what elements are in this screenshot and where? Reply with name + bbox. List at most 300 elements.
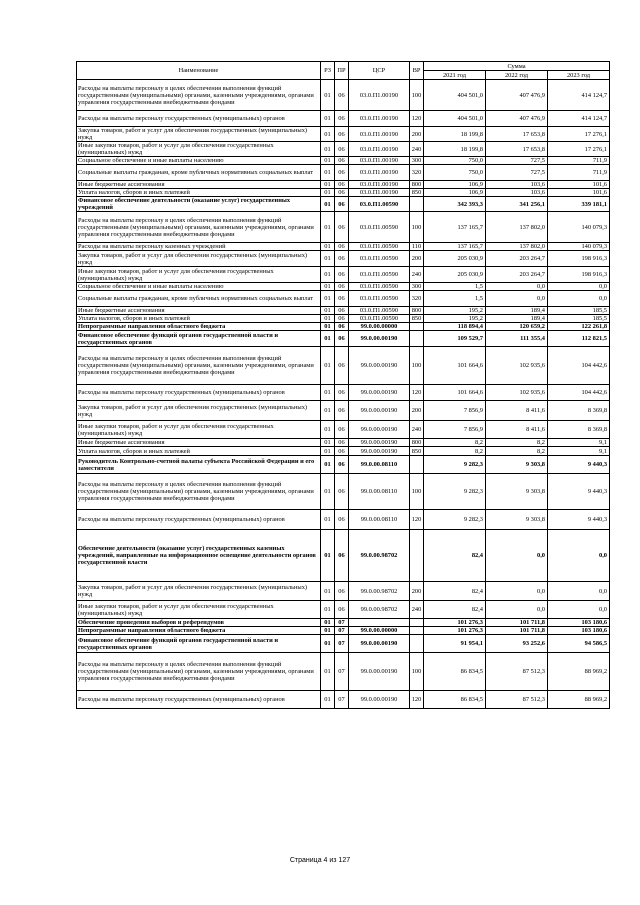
row-vr: 100	[410, 212, 424, 243]
row-name: Социальные выплаты гражданам, кроме публичных нормативных социальных выплат	[77, 165, 321, 181]
table-row	[77, 456, 610, 474]
row-csr: 03.0.П1.00590	[349, 307, 410, 315]
row-csr: 99.0.00.00190	[349, 653, 410, 691]
row-name: Иные бюджетные ассигнования	[77, 307, 321, 315]
row-rz: 01	[321, 165, 335, 181]
row-rz: 01	[321, 331, 335, 347]
row-name: Расходы на выплаты персоналу казенных учреждений	[77, 243, 321, 251]
row-vr: 200	[410, 401, 424, 421]
row-rz: 01	[321, 157, 335, 165]
row-rz: 01	[321, 323, 335, 331]
table-row	[77, 421, 610, 439]
table-body	[77, 80, 610, 709]
row-value-2022: 203 264,7	[486, 251, 548, 267]
row-value-2023: 104 442,6	[548, 347, 610, 385]
row-csr: 03.0.П1.00590	[349, 243, 410, 251]
row-value-2021: 195,2	[424, 315, 486, 323]
row-pr: 06	[335, 456, 349, 474]
row-value-2023: 103 180,6	[548, 619, 610, 627]
row-pr: 06	[335, 510, 349, 530]
table-row	[77, 142, 610, 157]
table-row	[77, 635, 610, 653]
row-name: Закупка товаров, работ и услуг для обеспечения государственных (муниципальных) нужд	[77, 582, 321, 601]
table-row	[77, 401, 610, 421]
row-pr: 06	[335, 157, 349, 165]
row-csr: 03.0.П1.00190	[349, 111, 410, 127]
row-value-2021: 9 282,3	[424, 510, 486, 530]
row-csr: 03.0.П1.00190	[349, 189, 410, 197]
row-name: Расходы на выплаты персоналу государственных (муниципальных) органов	[77, 691, 321, 709]
row-value-2023: 8 369,8	[548, 401, 610, 421]
row-rz: 01	[321, 601, 335, 619]
row-value-2023: 711,9	[548, 165, 610, 181]
row-value-2021: 404 501,0	[424, 80, 486, 111]
row-value-2022: 9 303,8	[486, 510, 548, 530]
row-value-2021: 205 030,9	[424, 267, 486, 283]
table-row	[77, 347, 610, 385]
row-rz: 01	[321, 421, 335, 439]
row-pr: 07	[335, 619, 349, 627]
budget-table	[76, 61, 610, 709]
row-rz: 01	[321, 181, 335, 189]
row-pr: 06	[335, 582, 349, 601]
row-value-2023: 0,0	[548, 530, 610, 582]
row-vr: 240	[410, 267, 424, 283]
row-value-2021: 137 165,7	[424, 243, 486, 251]
header-vr: ВР	[410, 62, 424, 80]
table-row	[77, 619, 610, 627]
row-value-2021: 205 030,9	[424, 251, 486, 267]
row-value-2021: 8,2	[424, 447, 486, 456]
row-pr: 06	[335, 447, 349, 456]
row-csr: 03.0.П1.00190	[349, 157, 410, 165]
table-row	[77, 307, 610, 315]
row-pr: 06	[335, 385, 349, 401]
row-csr: 99.0.00.08110	[349, 456, 410, 474]
row-pr: 06	[335, 283, 349, 291]
row-pr: 07	[335, 653, 349, 691]
row-vr: 320	[410, 165, 424, 181]
row-pr: 06	[335, 291, 349, 307]
row-value-2021: 9 282,3	[424, 456, 486, 474]
row-value-2021: 750,0	[424, 165, 486, 181]
row-csr: 99.0.00.00190	[349, 331, 410, 347]
row-value-2021: 82,4	[424, 601, 486, 619]
row-value-2021: 342 393,3	[424, 197, 486, 212]
row-pr: 06	[335, 439, 349, 447]
row-value-2021: 750,0	[424, 157, 486, 165]
row-pr: 06	[335, 267, 349, 283]
row-rz: 01	[321, 197, 335, 212]
row-pr: 06	[335, 530, 349, 582]
row-value-2021: 82,4	[424, 582, 486, 601]
row-pr: 06	[335, 189, 349, 197]
row-name: Обеспечение проведения выборов и референдумов	[77, 619, 321, 627]
row-value-2023: 198 916,3	[548, 267, 610, 283]
row-vr: 800	[410, 307, 424, 315]
row-rz: 01	[321, 243, 335, 251]
row-csr: 03.0.П1.00590	[349, 315, 410, 323]
table-row	[77, 197, 610, 212]
row-vr: 320	[410, 291, 424, 307]
row-rz: 01	[321, 283, 335, 291]
row-value-2022: 17 653,8	[486, 142, 548, 157]
row-csr: 99.0.00.08110	[349, 474, 410, 510]
table-row	[77, 331, 610, 347]
row-value-2022: 120 659,2	[486, 323, 548, 331]
row-value-2021: 82,4	[424, 530, 486, 582]
row-vr	[410, 456, 424, 474]
row-value-2022: 102 935,6	[486, 385, 548, 401]
row-rz: 01	[321, 189, 335, 197]
row-rz: 01	[321, 347, 335, 385]
table-row	[77, 127, 610, 142]
row-vr: 200	[410, 582, 424, 601]
header-csr: ЦСР	[349, 62, 410, 80]
row-rz: 01	[321, 582, 335, 601]
row-rz: 01	[321, 307, 335, 315]
row-value-2022: 8 411,6	[486, 401, 548, 421]
row-value-2022: 87 512,3	[486, 691, 548, 709]
row-rz: 01	[321, 510, 335, 530]
header-name: Наименование	[77, 62, 321, 80]
row-value-2022: 407 476,9	[486, 111, 548, 127]
row-vr	[410, 530, 424, 582]
row-value-2021: 9 282,3	[424, 474, 486, 510]
row-rz: 01	[321, 691, 335, 709]
row-value-2021: 86 834,5	[424, 653, 486, 691]
row-value-2022: 9 303,8	[486, 456, 548, 474]
row-rz: 01	[321, 447, 335, 456]
row-vr: 300	[410, 157, 424, 165]
row-rz: 01	[321, 291, 335, 307]
row-value-2022: 87 512,3	[486, 653, 548, 691]
row-csr: 03.0.П1.00190	[349, 80, 410, 111]
row-value-2021: 1,5	[424, 291, 486, 307]
table-row	[77, 447, 610, 456]
row-value-2021: 106,9	[424, 189, 486, 197]
row-value-2023: 339 181,1	[548, 197, 610, 212]
row-name: Закупка товаров, работ и услуг для обеспечения государственных (муниципальных) нужд	[77, 251, 321, 267]
table-row	[77, 691, 610, 709]
row-name: Иные закупки товаров, работ и услуг для обеспечения государственных (муниципальных) нужд	[77, 421, 321, 439]
row-rz: 01	[321, 251, 335, 267]
row-csr: 99.0.00.00190	[349, 439, 410, 447]
row-value-2023: 88 969,2	[548, 691, 610, 709]
row-value-2022: 189,4	[486, 307, 548, 315]
header-year-2021: 2021 год	[424, 71, 486, 80]
row-name: Иные бюджетные ассигнования	[77, 181, 321, 189]
row-value-2021: 101 276,3	[424, 627, 486, 635]
row-vr: 100	[410, 347, 424, 385]
row-name: Расходы на выплаты персоналу в целях обеспечения выполнения функций государственными (муниципальными) органами, казенными учреждениями, органами управления государственными внебюджетными фондами	[77, 653, 321, 691]
row-csr: 99.0.00.00000	[349, 323, 410, 331]
row-value-2022: 101 711,8	[486, 627, 548, 635]
row-pr: 06	[335, 315, 349, 323]
row-value-2023: 711,9	[548, 157, 610, 165]
row-name: Закупка товаров, работ и услуг для обеспечения государственных (муниципальных) нужд	[77, 127, 321, 142]
row-value-2022: 8,2	[486, 439, 548, 447]
row-pr: 06	[335, 307, 349, 315]
header-year-2022: 2022 год	[486, 71, 548, 80]
row-value-2023: 9 440,3	[548, 510, 610, 530]
row-value-2022: 0,0	[486, 283, 548, 291]
row-rz: 01	[321, 474, 335, 510]
row-vr: 850	[410, 189, 424, 197]
row-value-2023: 9 440,3	[548, 474, 610, 510]
row-vr: 850	[410, 315, 424, 323]
row-vr	[410, 635, 424, 653]
row-value-2023: 0,0	[548, 291, 610, 307]
table-row	[77, 315, 610, 323]
row-pr: 07	[335, 635, 349, 653]
row-csr: 03.0.П1.00590	[349, 197, 410, 212]
row-value-2023: 9,1	[548, 439, 610, 447]
row-name: Расходы на выплаты персоналу в целях обеспечения выполнения функций государственными (муниципальными) органами, казенными учреждениями, органами управления государственными внебюджетными фондами	[77, 474, 321, 510]
table-row	[77, 439, 610, 447]
row-vr	[410, 323, 424, 331]
row-name: Уплата налогов, сборов и иных платежей	[77, 315, 321, 323]
row-vr	[410, 331, 424, 347]
row-pr: 06	[335, 111, 349, 127]
row-value-2023: 88 969,2	[548, 653, 610, 691]
row-value-2021: 106,9	[424, 181, 486, 189]
row-value-2021: 101 664,6	[424, 385, 486, 401]
row-value-2023: 140 079,3	[548, 212, 610, 243]
row-vr: 120	[410, 691, 424, 709]
row-name: Финансовое обеспечение деятельности (оказание услуг) государственных учреждений	[77, 197, 321, 212]
row-name: Финансовое обеспечение функций органов государственной власти и государственных органов	[77, 635, 321, 653]
row-vr: 800	[410, 181, 424, 189]
row-value-2021: 7 856,9	[424, 401, 486, 421]
table-row	[77, 165, 610, 181]
row-value-2022: 0,0	[486, 530, 548, 582]
row-value-2022: 101 711,8	[486, 619, 548, 627]
row-name: Иные закупки товаров, работ и услуг для обеспечения государственных (муниципальных) нужд	[77, 267, 321, 283]
row-value-2021: 91 954,1	[424, 635, 486, 653]
row-value-2021: 101 664,6	[424, 347, 486, 385]
row-csr: 99.0.00.08110	[349, 510, 410, 530]
row-csr: 03.0.П1.00590	[349, 212, 410, 243]
row-value-2022: 9 303,8	[486, 474, 548, 510]
row-rz: 01	[321, 385, 335, 401]
header-pr: ПР	[335, 62, 349, 80]
row-name: Социальное обеспечение и иные выплаты населению	[77, 283, 321, 291]
row-vr: 100	[410, 474, 424, 510]
row-rz: 01	[321, 530, 335, 582]
row-csr: 03.0.П1.00190	[349, 142, 410, 157]
row-csr	[349, 619, 410, 627]
row-value-2023: 101,6	[548, 181, 610, 189]
row-vr: 100	[410, 80, 424, 111]
table-row	[77, 653, 610, 691]
row-pr: 06	[335, 212, 349, 243]
row-vr: 240	[410, 142, 424, 157]
row-value-2021: 18 199,8	[424, 127, 486, 142]
row-csr: 03.0.П1.00590	[349, 267, 410, 283]
row-value-2022: 93 252,6	[486, 635, 548, 653]
table-row	[77, 627, 610, 635]
row-name: Расходы на выплаты персоналу государственных (муниципальных) органов	[77, 510, 321, 530]
row-value-2023: 94 586,5	[548, 635, 610, 653]
row-value-2021: 404 501,0	[424, 111, 486, 127]
row-vr: 120	[410, 111, 424, 127]
row-pr: 06	[335, 127, 349, 142]
row-value-2022: 189,4	[486, 315, 548, 323]
row-value-2023: 185,5	[548, 307, 610, 315]
row-pr: 06	[335, 165, 349, 181]
row-vr: 800	[410, 439, 424, 447]
row-value-2022: 137 802,0	[486, 243, 548, 251]
row-csr: 99.0.00.00190	[349, 401, 410, 421]
table-row	[77, 582, 610, 601]
row-name: Уплата налогов, сборов и иных платежей	[77, 189, 321, 197]
row-value-2022: 727,5	[486, 165, 548, 181]
row-pr: 06	[335, 197, 349, 212]
row-value-2022: 0,0	[486, 582, 548, 601]
row-rz: 01	[321, 439, 335, 447]
row-value-2023: 0,0	[548, 283, 610, 291]
row-csr: 03.0.П1.00590	[349, 251, 410, 267]
table-row	[77, 474, 610, 510]
page-number: Страница 4 из 127	[289, 857, 351, 864]
row-value-2022: 407 476,9	[486, 80, 548, 111]
table-row	[77, 291, 610, 307]
row-value-2022: 17 653,8	[486, 127, 548, 142]
row-rz: 01	[321, 635, 335, 653]
row-value-2022: 8,2	[486, 447, 548, 456]
table-row	[77, 111, 610, 127]
row-pr: 06	[335, 142, 349, 157]
row-vr: 200	[410, 127, 424, 142]
row-name: Иные бюджетные ассигнования	[77, 439, 321, 447]
row-csr: 03.0.П1.00590	[349, 283, 410, 291]
row-value-2023: 0,0	[548, 582, 610, 601]
row-vr: 120	[410, 510, 424, 530]
row-name: Расходы на выплаты персоналу в целях обеспечения выполнения функций государственными (муниципальными) органами, казенными учреждениями, органами управления государственными внебюджетными фондами	[77, 212, 321, 243]
row-value-2023: 0,0	[548, 601, 610, 619]
row-name: Непрограммные направления областного бюджета	[77, 323, 321, 331]
row-value-2023: 17 276,1	[548, 127, 610, 142]
row-pr: 06	[335, 323, 349, 331]
header-rz: РЗ	[321, 62, 335, 80]
row-value-2023: 414 124,7	[548, 111, 610, 127]
table-row	[77, 80, 610, 111]
row-value-2021: 86 834,5	[424, 691, 486, 709]
row-name: Финансовое обеспечение функций органов государственной власти и государственных органов	[77, 331, 321, 347]
row-csr: 99.0.00.00000	[349, 627, 410, 635]
row-value-2023: 122 261,8	[548, 323, 610, 331]
row-name: Социальные выплаты гражданам, кроме публичных нормативных социальных выплат	[77, 291, 321, 307]
table-header	[77, 62, 610, 80]
row-value-2023: 17 276,1	[548, 142, 610, 157]
row-pr: 06	[335, 80, 349, 111]
row-value-2022: 0,0	[486, 601, 548, 619]
table-row	[77, 267, 610, 283]
row-pr: 06	[335, 601, 349, 619]
row-pr: 06	[335, 347, 349, 385]
table-row	[77, 212, 610, 243]
row-name: Закупка товаров, работ и услуг для обеспечения государственных (муниципальных) нужд	[77, 401, 321, 421]
row-rz: 01	[321, 111, 335, 127]
row-name: Расходы на выплаты персоналу государственных (муниципальных) органов	[77, 385, 321, 401]
row-rz: 01	[321, 401, 335, 421]
row-value-2023: 414 124,7	[548, 80, 610, 111]
row-value-2023: 103 180,6	[548, 627, 610, 635]
table-row	[77, 243, 610, 251]
row-vr	[410, 619, 424, 627]
row-name: Расходы на выплаты персоналу в целях обеспечения выполнения функций государственными (муниципальными) органами, казенными учреждениями, органами управления государственными внебюджетными фондами	[77, 80, 321, 111]
row-csr: 99.0.00.00190	[349, 385, 410, 401]
row-value-2022: 8 411,6	[486, 421, 548, 439]
row-value-2021: 137 165,7	[424, 212, 486, 243]
row-csr: 99.0.00.98702	[349, 530, 410, 582]
row-value-2023: 140 079,3	[548, 243, 610, 251]
row-value-2022: 727,5	[486, 157, 548, 165]
row-vr: 240	[410, 421, 424, 439]
row-vr	[410, 197, 424, 212]
row-rz: 01	[321, 315, 335, 323]
row-pr: 06	[335, 421, 349, 439]
row-value-2023: 104 442,6	[548, 385, 610, 401]
row-name: Обеспечение деятельности (оказание услуг) государственных казенных учреждений, направленные на информационное освещение деятельности органов государственной власти	[77, 530, 321, 582]
row-rz: 01	[321, 142, 335, 157]
row-vr: 240	[410, 601, 424, 619]
row-value-2022: 103,6	[486, 181, 548, 189]
table-row	[77, 251, 610, 267]
row-rz: 01	[321, 212, 335, 243]
table-row	[77, 189, 610, 197]
row-rz: 01	[321, 619, 335, 627]
row-csr: 03.0.П1.00190	[349, 165, 410, 181]
row-value-2021: 18 199,8	[424, 142, 486, 157]
row-vr: 110	[410, 243, 424, 251]
row-value-2023: 185,5	[548, 315, 610, 323]
row-value-2021: 118 894,4	[424, 323, 486, 331]
header-sum: Сумма	[424, 62, 610, 71]
row-pr: 06	[335, 243, 349, 251]
row-csr: 99.0.00.98702	[349, 582, 410, 601]
row-value-2022: 203 264,7	[486, 267, 548, 283]
row-vr: 120	[410, 385, 424, 401]
row-value-2022: 102 935,6	[486, 347, 548, 385]
row-csr: 99.0.00.00190	[349, 421, 410, 439]
row-vr: 850	[410, 447, 424, 456]
table-row	[77, 157, 610, 165]
row-csr: 99.0.00.00190	[349, 447, 410, 456]
table-row	[77, 283, 610, 291]
table-row	[77, 181, 610, 189]
row-value-2021: 7 856,9	[424, 421, 486, 439]
row-value-2023: 9 440,3	[548, 456, 610, 474]
row-value-2023: 9,1	[548, 447, 610, 456]
row-pr: 06	[335, 474, 349, 510]
row-value-2023: 8 369,8	[548, 421, 610, 439]
row-rz: 01	[321, 80, 335, 111]
row-name: Непрограммные направления областного бюджета	[77, 627, 321, 635]
row-name: Иные закупки товаров, работ и услуг для обеспечения государственных (муниципальных) нужд	[77, 601, 321, 619]
table-row	[77, 385, 610, 401]
row-vr: 200	[410, 251, 424, 267]
table-row	[77, 601, 610, 619]
header-year-2023: 2023 год	[548, 71, 610, 80]
row-rz: 01	[321, 267, 335, 283]
table-row	[77, 530, 610, 582]
row-rz: 01	[321, 456, 335, 474]
row-vr: 300	[410, 283, 424, 291]
row-value-2022: 341 256,1	[486, 197, 548, 212]
row-vr: 100	[410, 653, 424, 691]
